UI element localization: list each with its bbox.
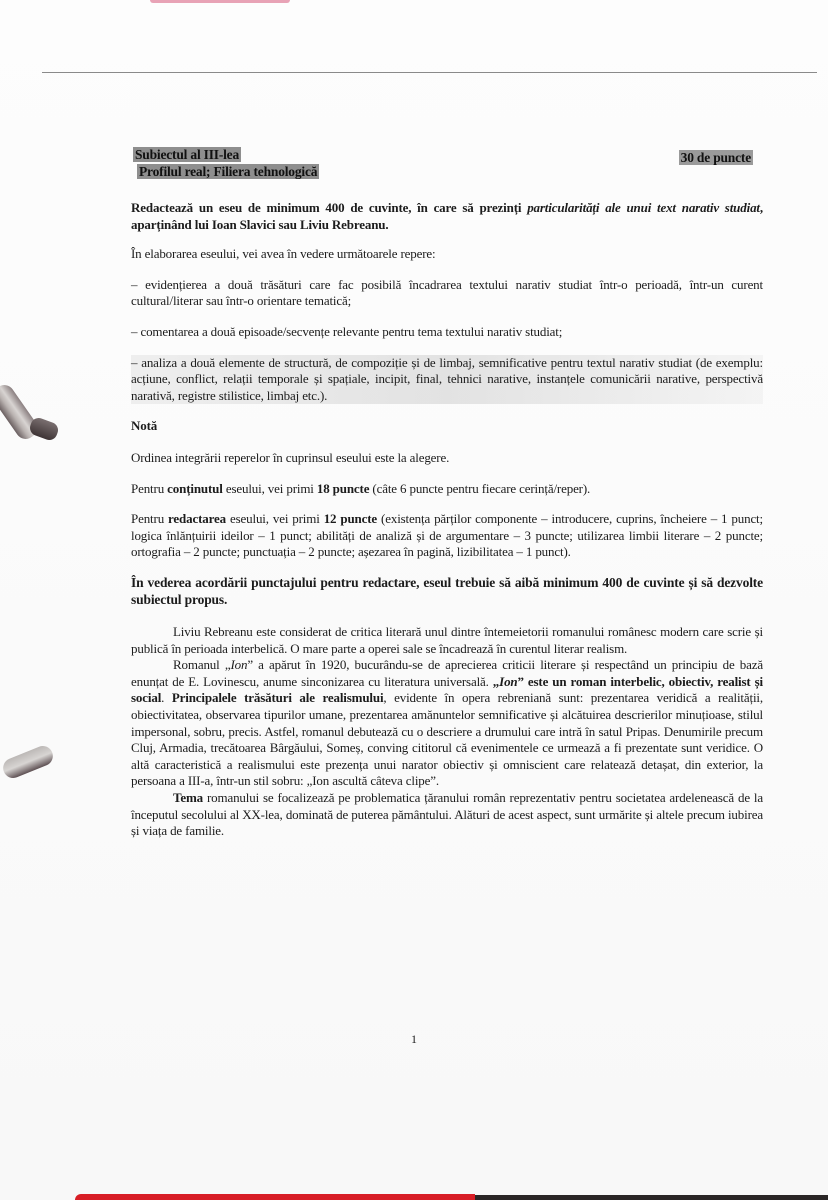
note-drafting-score: Pentru redactarea eseului, vei primi 12 puncte (existența părților componente – introducere, cuprins, încheiere – 1 punct; logica înlănțuirii ideilor – 1 punct; abilități de analiză și de argumentare – 3 puncte; utilizarea limbii literare – 2 puncte; ortografia – 2 puncte; punctuația – 2 puncte; așezarea în pagină, lizibilitatea – 1 punct). bbox=[131, 511, 763, 560]
requirement-item: – evidențierea a două trăsături care fac posibilă încadrarea textului narativ studiat într-o perioadă, într-un curent cultural/literar sau într-o orientare tematică; bbox=[131, 276, 763, 309]
note-title: Notă bbox=[131, 418, 158, 434]
points-badge: 30 de puncte bbox=[680, 150, 751, 165]
binder-dark-edge bbox=[475, 1195, 828, 1200]
subject-title: Subiectul al III-lea bbox=[135, 147, 240, 162]
essay-paragraph-2: Romanul „Ion” a apărut în 1920, bucurându-se de aprecierea criticii literare și respectând un principiu de bază enunțat de E. Lovinescu, anume sinconizarea cu literatura universală. „Ion” este un roman interbelic, obiectiv, realist și social. Principalele trăsături ale realismului, evidente în opera rebreniană sunt: prezentarea veridică a realității, obiectivitatea, observarea tipurilor umane, prezentarea amănuntelor semnificative și alcătuirea descrierilor minuțioase, stilul impersonal, sobru, precis. Astfel, romanul debutează cu o descriere a drumului care intră în satul Pripas. Denumirile precum Cluj, Armadia, trecătoarea Bârgăului, Someș, conving cititorul că evenimentele ce urmează a fi prezentate sunt veridice. O altă caracteristică a realismului este prezența unui narator obiectiv și omniscient care relatează detașat, din exterior, la persoana a III-a, într-un stil sobru: „Ion ascultă câteva clipe”. bbox=[131, 657, 763, 789]
essay-paragraph-3: Tema romanului se focalizează pe problematica țăranului român reprezentativ pentru societatea ardelenească de la începutul secolului al XX-lea, dominată de puterea pământului. Alături de acest aspect, sunt urmărite și altele precum iubirea și viața de familie. bbox=[131, 790, 763, 839]
essay-text bbox=[131, 624, 763, 840]
page-number: 1 bbox=[411, 1032, 417, 1046]
essay-paragraph-1: Liviu Rebreanu este considerat de critica literară unul dintre întemeietorii romanului românesc modern care scrie și publică în perioada interbelică. O mare parte a operei sale se încadrează în curentul literar realism. bbox=[131, 624, 763, 656]
note-final: În vederea acordării punctajului pentru redactare, eseul trebuie să aibă minimum 400 de cuvinte și să dezvolte subiectul propus. bbox=[131, 574, 763, 607]
requirements-intro: În elaborarea eseului, vei avea în vedere următoarele repere: bbox=[131, 246, 436, 262]
binder-clip-bottom bbox=[0, 743, 56, 781]
pink-tab-edge bbox=[150, 0, 290, 3]
task-statement: Redactează un eseu de minimum 400 de cuvinte, în care să prezinți particularități ale unui text narativ studiat, aparținând lui Ioan Slavici sau Liviu Rebreanu. bbox=[131, 200, 763, 232]
binder-clip-top-tip bbox=[28, 416, 60, 442]
binder-red-edge bbox=[75, 1194, 475, 1200]
top-divider-line bbox=[42, 72, 817, 73]
profile-label: Profilul real; Filiera tehnologică bbox=[139, 164, 318, 179]
note-content-score: Pentru conținutul eseului, vei primi 18 puncte (câte 6 puncte pentru fiecare cerință/reper). bbox=[131, 480, 591, 496]
requirement-item: – analiza a două elemente de structură, de compoziție și de limbaj, semnificative pentru textul narativ studiat (de exemplu: acțiune, conflict, relații temporale și spațiale, incipit, final, tehnici narative, instanțele comunicării narative, perspectivă narativă, registre stilistice, limbaj etc.). bbox=[131, 354, 763, 403]
note-order: Ordinea integrării reperelor în cuprinsul eseului este la alegere. bbox=[131, 449, 450, 465]
task-italic: particularități ale unui text narativ studiat bbox=[527, 200, 760, 215]
requirement-item: – comentarea a două episoade/secvențe relevante pentru tema textului narativ studiat; bbox=[131, 323, 563, 339]
exam-header bbox=[133, 145, 753, 191]
document-body bbox=[131, 200, 763, 840]
